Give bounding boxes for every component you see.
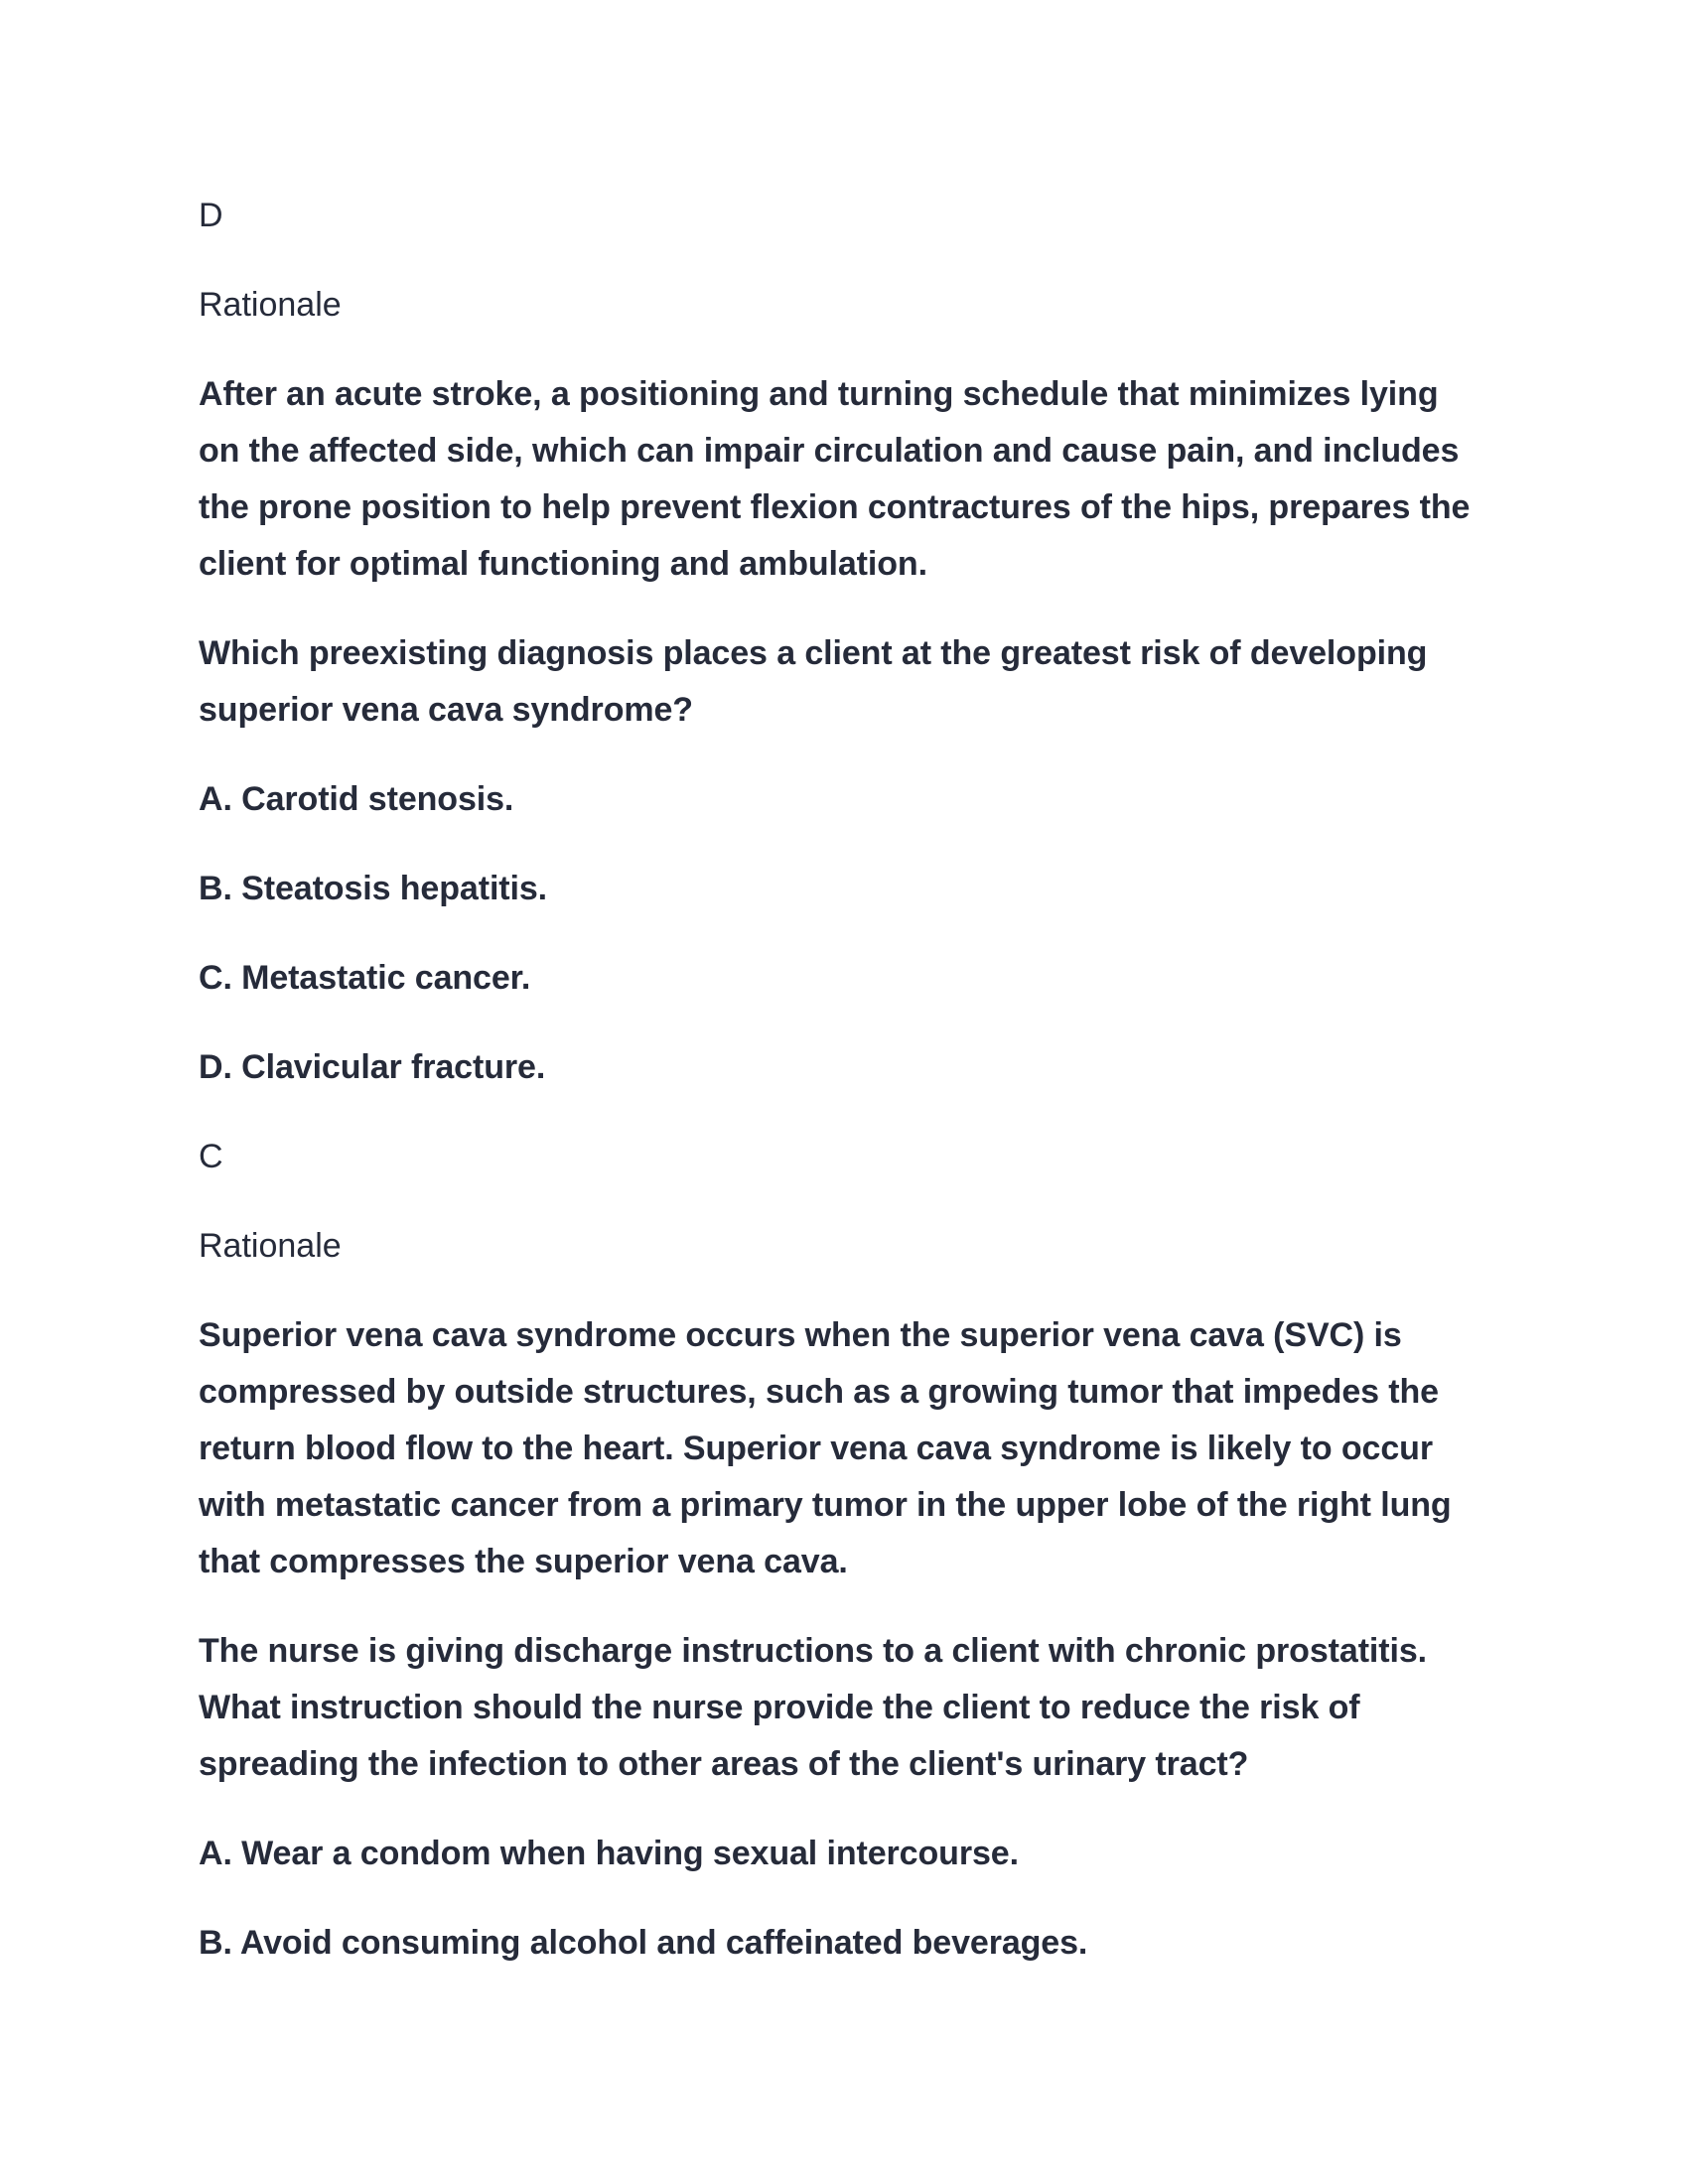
option-d: D. Clavicular fracture. [199, 1048, 546, 1086]
rationale-label: Rationale [199, 286, 342, 324]
question-stem: Which preexisting diagnosis places a client at the greatest risk of developing superior vena cava syndrome? [199, 634, 1428, 729]
question-stem: The nurse is giving discharge instructions to a client with chronic prostatitis. What instruction should the nurse provide the client to reduce the risk of spreading the infection to other areas of the client's urinary tract? [199, 1632, 1427, 1783]
option-b: B. Steatosis hepatitis. [199, 870, 548, 907]
option-a: A. Wear a condom when having sexual intercourse. [199, 1835, 1019, 1872]
previous-answer: D [199, 197, 223, 234]
option-c: C. Metastatic cancer. [199, 959, 531, 997]
correct-answer: C [199, 1138, 223, 1175]
document-page [199, 188, 1479, 2004]
rationale-text: Superior vena cava syndrome occurs when the superior vena cava (SVC) is compressed by outside structures, such as a growing tumor that impedes the return blood flow to the heart. Superior vena cava syndrome is likely to occur with metastatic cancer from a primary tumor in the upper lobe of the right lung that compresses the superior vena cava. [199, 1316, 1452, 1580]
option-a: A. Carotid stenosis. [199, 780, 514, 818]
rationale-text: After an acute stroke, a positioning and turning schedule that minimizes lying on the affected side, which can impair circulation and cause pain, and includes the prone position to help prevent flexion contractures of the hips, prepares the client for optimal functioning and ambulation. [199, 375, 1471, 583]
option-b: B. Avoid consuming alcohol and caffeinated beverages. [199, 1924, 1088, 1962]
rationale-label: Rationale [199, 1227, 342, 1265]
